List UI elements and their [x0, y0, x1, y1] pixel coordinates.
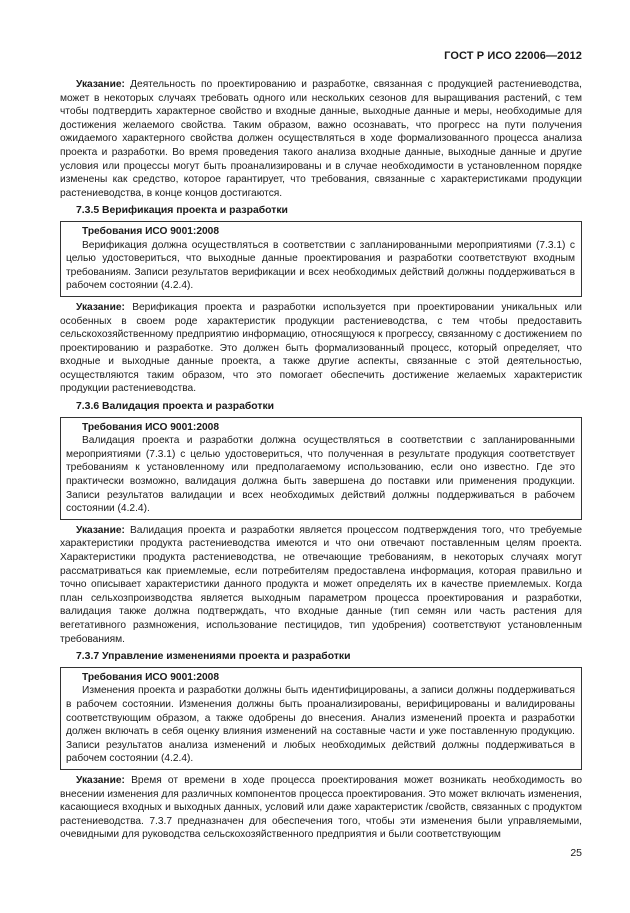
- section-title-7-3-6: 7.3.6 Валидация проекта и разработки: [76, 401, 275, 413]
- requirements-box-title: Требования ИСО 9001:2008: [82, 225, 219, 237]
- guidance-label: Указание:: [76, 524, 125, 536]
- requirements-box-7-3-6: [60, 417, 582, 520]
- guidance-paragraph-4: [60, 774, 582, 842]
- guidance-label: Указание:: [76, 79, 125, 90]
- guidance-text: Верификация проекта и разработки используется при проектировании уникальных или особенных в своем роде характеристик продукции растениеводства, с тем чтобы предоставить сельскохозяйственному предприятию информацию, относящуюся к прогрессу, связанному с достижением по проектированию и разработке. Это должен быть формализованный процесс, который определяет, что входные и выходные данные проекта, а также другие аспекты, связанные с этой деятельностью, осуществляются таким образом, что это помогает обеспечить достижение желаемых характеристик продукции растениеводства.: [60, 301, 582, 395]
- requirements-box-text: Валидация проекта и разработки должна осуществляться в соответствии с запланированными мероприятиями (7.3.1) с целью удостовериться, что полученная в результате продукция соответствует требованиям к установленному или предполагаемому использованию, если оно известно. Где это практически возможно, валидация должна быть завершена до поставки или применения продукции. Записи результатов валидации и всех необходимых действий должны поддерживаться в рабочем состоянии (4.2.4).: [66, 435, 575, 515]
- guidance-label: Указание:: [76, 774, 125, 786]
- requirements-box-title: Требования ИСО 9001:2008: [82, 421, 219, 433]
- standard-header: ГОСТ Р ИСО 22006—2012: [444, 50, 582, 62]
- document-body: [60, 78, 582, 842]
- requirements-box-7-3-5: [60, 221, 582, 297]
- section-title-7-3-5: 7.3.5 Верификация проекта и разработки: [76, 205, 288, 217]
- guidance-text: Время от времени в ходе процесса проектирования может возникать необходимость во внесении изменения для различных компонентов процесса проектирования. Это может включать изменения, касающиеся входных и выходных данных, условий или даже характеристик /свойств, связанных с продуктом растениеводства. 7.3.7 предназначен для обеспечения того, чтобы эти изменения были управляемыми, очевидными для руководства сельскохозяйственного предприятия и были соответствующим: [60, 774, 582, 841]
- guidance-text: Деятельность по проектированию и разработке, связанная с продукцией растениеводства, может в некоторых случаях требовать одного или нескольких сезонов для выращивания растений, с тем чтобы подтвердить характерное свойство и входные данные, выходные данные и меры, необходимые для достижения желаемого свойства. Таким образом, важно осознавать, что прогресс на пути получения ожидаемого характерного свойства должен осуществляться в ходе формализованного процесса анализа проекта и разработки. Во время проведения такого анализа входные данные, выходные данные и другие условия или процессы могут быть проанализированы и в случае необходимости в установленном порядке изменены как средство, которое гарантирует, что требования, связанные с характеристиками продукции растениеводства, в конце концов достигаются.: [60, 79, 582, 199]
- requirements-box-title: Требования ИСО 9001:2008: [82, 671, 219, 683]
- guidance-text: Валидация проекта и разработки является процессом подтверждения того, что требуемые характеристики продукта растениеводства имеются и что они отвечают поставленным целям проекта. Характеристики продукта растениеводства, не отвечающие требованиям, в некоторых случаях могут рассматриваться как приемлемые, если потребителям предоставлена информация, которая правильно и точно описывает характеристики данного продукта и может определять их в качестве приемлемых. Когда план сельхозпроизводства является выходным параметром процесса проектирования и разработки, валидация также должна подтверждать, что входные данные (тип семян или часть растения для вегетативного размножения, использование пестицидов, тип удобрения) соответствуют установленным требованиям.: [60, 524, 582, 645]
- guidance-paragraph-2: [60, 301, 582, 396]
- guidance-paragraph-3: [60, 524, 582, 646]
- guidance-paragraph-1: [60, 78, 582, 200]
- guidance-label: Указание:: [76, 301, 125, 313]
- requirements-box-text: Верификация должна осуществляться в соответствии с запланированными мероприятиями (7.3.1) с целью удостовериться, что выходные данные проектирования и разработки соответствуют входным требованиям. Записи результатов верификации и всех необходимых действий должны поддерживаться в рабочем состоянии (4.2.4).: [66, 239, 575, 292]
- page-number: 25: [570, 847, 582, 859]
- requirements-box-text: Изменения проекта и разработки должны быть идентифицированы, а записи должны поддерживаться в рабочем состоянии. Изменения должны быть проанализированы, верифицированы и валидированы соответствующим образом, а также одобрены до внесения. Анализ изменений проекта и разработки должен включать в себя оценку влияния изменений на составные части и уже поставленную продукцию. Записи результатов анализа изменений и любых необходимых действий должны поддерживаться в рабочем состоянии (4.2.4).: [66, 685, 575, 765]
- section-title-7-3-7: 7.3.7 Управление изменениями проекта и разработки: [76, 651, 351, 663]
- requirements-box-7-3-7: [60, 667, 582, 770]
